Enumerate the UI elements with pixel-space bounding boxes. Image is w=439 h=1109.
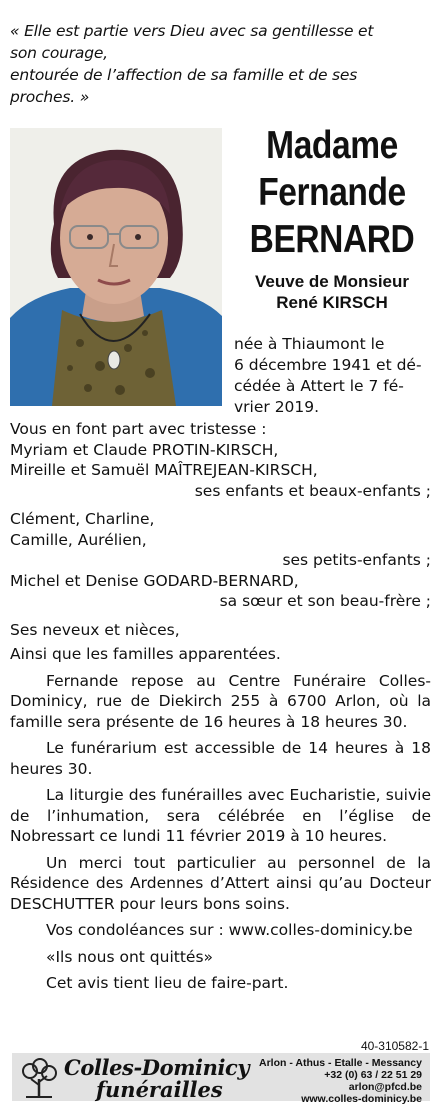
funeral-home-paragraph: Fernande repose au Centre Funéraire Colles-Dominicy, rue de Diekirch 255 à 6700 Arlon, où la famille sera présente de 16 heures à 18 heures 30.	[10, 671, 431, 731]
birth-death-dates	[234, 334, 430, 418]
notice-statement: Cet avis tient lieu de faire-part.	[46, 974, 289, 992]
dates-line: 6 décembre 1941 et dé-	[234, 356, 422, 374]
thanks-paragraph: Un merci tout particulier au personnel de la Résidence des Ardennes d’Attert ainsi qu’au Docteur DESCHUTTER pour leurs bons soins.	[10, 853, 431, 913]
phone-number: +32 (0) 63 / 22 51 29	[324, 1069, 422, 1081]
grandchildren-label: ses petits-enfants ;	[282, 551, 431, 569]
email-address: arlon@pfcd.be	[348, 1081, 422, 1093]
grandchildren-names: Clément, Charline,	[10, 510, 155, 528]
contact-block	[259, 1057, 422, 1105]
closing-quote: «Ils nous ont quittés»	[46, 947, 214, 966]
widow-of	[232, 271, 432, 313]
visiting-hours-paragraph: Le funérarium est accessible de 14 heures à 18 heures 30.	[10, 739, 431, 778]
quote-line: proches. »	[10, 88, 90, 106]
funeral-home-banner	[12, 1053, 430, 1105]
portrait-photo	[10, 128, 222, 406]
children-label: ses enfants et beaux-enfants ;	[194, 481, 431, 500]
brand-name: Colles-Dominicy	[64, 1055, 250, 1080]
quote-line: entourée de l’affection de sa famille et de ses	[10, 66, 358, 84]
brand-tagline: funérailles	[96, 1077, 223, 1102]
liturgy-paragraph: La liturgie des funérailles avec Eucharistie, suivie de l’inhumation, sera célébrée en l’église de Nobressart ce lundi 11 février 2019 à 10 heures.	[10, 786, 431, 845]
family-intro: Vous en font part avec tristesse :	[10, 420, 267, 438]
notice-body	[10, 419, 431, 994]
relatives-line: Ainsi que les familles apparentées.	[10, 645, 281, 663]
name-line: Madame	[266, 124, 398, 167]
epitaph-quote	[10, 20, 430, 108]
sibling-label: sa sœur et son beau-frère ;	[219, 592, 431, 610]
deceased-name	[248, 122, 417, 263]
nephews-line: Ses neveux et nièces,	[10, 620, 180, 639]
dates-line: cédée à Attert le 7 fé-	[234, 377, 404, 395]
dates-line: vrier 2019.	[234, 398, 320, 416]
grandchildren-names: Camille, Aurélien,	[10, 530, 147, 549]
sibling-couple: Michel et Denise GODARD-BERNARD,	[10, 571, 299, 590]
reference-number: 40-310582-1	[360, 1039, 429, 1053]
child-couple: Mireille et Samuël MAÎTREJEAN-KIRSCH,	[10, 461, 318, 479]
widow-line: René KIRSCH	[276, 293, 388, 312]
locations: Arlon - Athus - Etalle - Messancy	[259, 1057, 422, 1069]
quote-line: « Elle est partie vers Dieu avec sa gentillesse et	[10, 22, 374, 40]
condolences-paragraph: Vos condoléances sur : www.colles-dominicy.be	[46, 921, 413, 939]
name-line: BERNARD	[249, 218, 415, 261]
name-line: Fernande	[258, 171, 406, 214]
child-couple: Myriam et Claude PROTIN-KIRSCH,	[10, 440, 279, 459]
widow-line: Veuve de Monsieur	[255, 272, 409, 291]
dates-line: née à Thiaumont le	[234, 335, 385, 353]
tree-logo-icon	[18, 1057, 60, 1099]
website-link: www.colles-dominicy.be	[301, 1093, 422, 1105]
quote-line: son courage,	[10, 44, 108, 62]
